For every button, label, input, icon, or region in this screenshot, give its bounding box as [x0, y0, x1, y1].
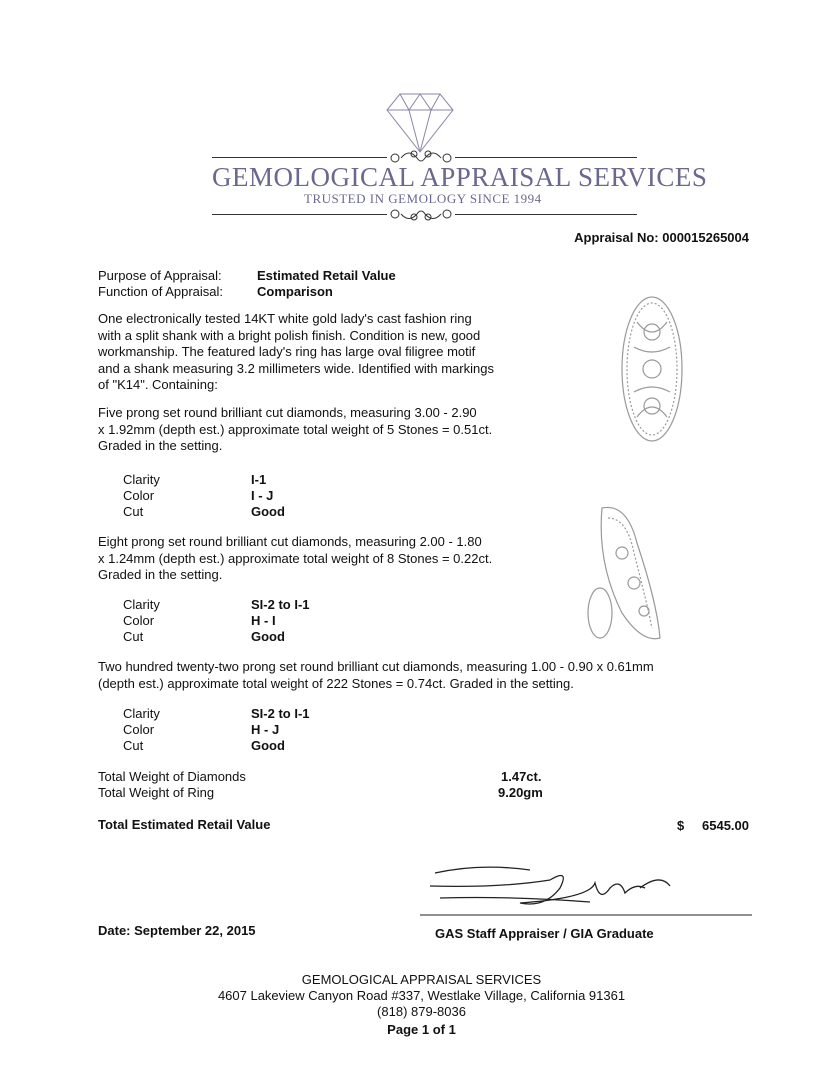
logo-tagline: TRUSTED IN GEMOLOGY SINCE 1994 — [304, 191, 542, 206]
footer-company: GEMOLOGICAL APPRAISAL SERVICES — [301, 972, 542, 987]
grade-value: I-1 — [251, 472, 267, 487]
total-diamond-weight-value: 1.47ct. — [501, 769, 542, 784]
grade-label: Cut — [123, 629, 144, 644]
total-ring-weight-value: 9.20gm — [498, 785, 543, 800]
logo-rule-bottom — [212, 214, 387, 215]
function-value: Comparison — [257, 284, 333, 299]
page-number: Page 1 of 1 — [387, 1022, 456, 1037]
grade-label: Color — [123, 488, 155, 503]
footer-phone: (818) 879-8036 — [377, 1004, 466, 1019]
grade-value: SI-2 to I-1 — [251, 597, 310, 612]
appraisal-number: Appraisal No: 000015265004 — [574, 230, 749, 245]
function-label: Function of Appraisal: — [98, 284, 224, 299]
stone-group-2-description: Eight prong set round brilliant cut diamonds, measuring 2.00 - 1.80 x 1.24mm (depth est.) approximate total weight of 8 Stones = 0.22ct. Graded in the setting. — [98, 534, 493, 583]
grade-value: Good — [251, 504, 285, 519]
grade-label: Color — [123, 722, 155, 737]
logo-rule-bottom-right — [455, 214, 637, 215]
grade-value: I - J — [251, 488, 274, 503]
grade-label: Cut — [123, 504, 144, 519]
signer-title: GAS Staff Appraiser / GIA Graduate — [435, 926, 654, 941]
item-description: One electronically tested 14KT white gold lady's cast fashion ring with a split shank with a bright polish finish. Condition is new, good workmanship. The featured lady's ring has large oval filigree motif and a shank measuring 3.2 millimeters wide. Identified with markings of "K14". Containing: — [98, 311, 494, 393]
grade-value: Good — [251, 629, 285, 644]
grade-label: Clarity — [123, 706, 160, 721]
logo-rule-top — [212, 157, 387, 158]
grade-value: H - J — [251, 722, 280, 737]
total-retail-label: Total Estimated Retail Value — [98, 817, 271, 832]
grade-label: Clarity — [123, 472, 160, 487]
grade-value: SI-2 to I-1 — [251, 706, 310, 721]
grade-label: Color — [123, 613, 155, 628]
grade-label: Clarity — [123, 597, 160, 612]
stone-group-3-description: Two hundred twenty-two prong set round brilliant cut diamonds, measuring 1.00 - 0.90 x 0.61mm (depth est.) approximate total weight of 222 Stones = 0.74ct. Graded in the setting. — [98, 659, 654, 691]
logo-rule-top-right — [455, 157, 637, 158]
total-diamond-weight-label: Total Weight of Diamonds — [98, 769, 246, 784]
grade-value: H - I — [251, 613, 276, 628]
grade-value: Good — [251, 738, 285, 753]
footer-address: 4607 Lakeview Canyon Road #337, Westlake Village, California 91361 — [217, 988, 626, 1003]
total-retail-value: 6545.00 — [702, 818, 749, 833]
purpose-label: Purpose of Appraisal: — [98, 268, 222, 283]
diamond-logo-icon — [385, 92, 455, 154]
currency-symbol: $ — [677, 818, 685, 833]
signature-image — [420, 858, 755, 920]
grade-label: Cut — [123, 738, 144, 753]
flourish-bottom-icon — [387, 205, 455, 223]
purpose-value: Estimated Retail Value — [257, 268, 396, 283]
total-ring-weight-label: Total Weight of Ring — [98, 785, 215, 800]
ring-front-image — [612, 292, 692, 447]
logo-title: GEMOLOGICAL APPRAISAL SERVICES — [212, 162, 708, 192]
stone-group-1-description: Five prong set round brilliant cut diamonds, measuring 3.00 - 2.90 x 1.92mm (depth est.) approximate total weight of 5 Stones = 0.51ct. Graded in the setting. — [98, 405, 493, 454]
ring-side-image — [572, 503, 667, 648]
appraisal-date: Date: September 22, 2015 — [98, 923, 256, 938]
